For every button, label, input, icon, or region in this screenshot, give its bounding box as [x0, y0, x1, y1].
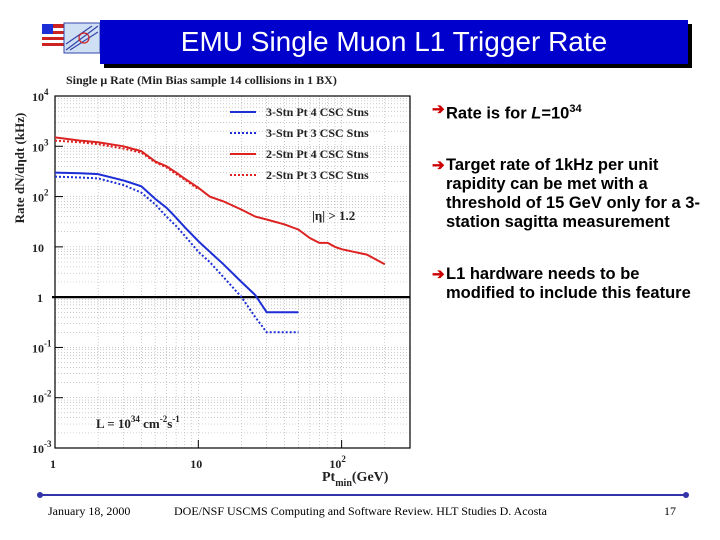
y-tick-exponent: 3	[44, 137, 49, 148]
y-tick-base: 10	[32, 90, 44, 104]
y-tick-base: 10	[32, 240, 44, 255]
lumi-unit-exp1: -2	[159, 414, 168, 424]
footer-center: DOE/NSF USCMS Computing and Software Review. HLT Studies D. Acosta	[174, 504, 547, 518]
x-tick-label	[329, 454, 346, 471]
legend-label-2: 3-Stn Pt 3 CSC Stns	[266, 126, 369, 140]
bullet-lum-symbol: L	[531, 104, 542, 123]
bullet-text: Rate is for	[446, 104, 532, 123]
eta-annotation: |η| > 1.2	[312, 208, 356, 223]
y-tick-base: 1	[37, 291, 43, 306]
rate-chart	[0, 68, 420, 493]
y-tick-label	[32, 439, 52, 456]
chart-legend	[230, 105, 369, 182]
x-tick-base: 1	[50, 457, 56, 471]
chart-title: Single μ Rate (Min Bias sample 14 collisions in 1 BX)	[66, 73, 337, 87]
x-tick-label	[190, 457, 202, 471]
y-tick-exponent: -3	[44, 439, 52, 449]
footer-date: January 18, 2000	[48, 504, 131, 518]
x-label-sub: min	[335, 478, 352, 489]
arrow-icon: ➔	[432, 101, 445, 118]
lumi-exp: 34	[130, 414, 140, 424]
lumi-unit-exp2: -1	[172, 414, 180, 424]
y-axis-label: Rate dN/dηdt (kHz)	[12, 112, 27, 224]
y-tick-exponent: -1	[44, 338, 52, 349]
x-tick-exponent: 2	[341, 454, 346, 464]
y-tick-label	[32, 338, 52, 355]
footer-page-number: 17	[664, 504, 676, 518]
bullet-target-rate	[418, 156, 708, 232]
y-tick-label	[32, 137, 49, 154]
footer-divider	[40, 494, 686, 496]
page-title: EMU Single Muon L1 Trigger Rate	[180, 26, 608, 57]
y-tick-base: 10	[32, 140, 44, 155]
x-axis-label	[322, 470, 389, 489]
legend-label-4: 2-Stn Pt 3 CSC Stns	[266, 168, 369, 182]
bullet-lum-exp: 34	[569, 103, 582, 115]
bullet-luminosity	[418, 100, 708, 124]
legend-label-3: 2-Stn Pt 4 CSC Stns	[266, 147, 369, 161]
y-tick-exponent: 4	[44, 87, 49, 97]
lumi-unit-mid: s	[167, 416, 173, 431]
y-tick-base: 10	[32, 442, 44, 456]
x-tick-base: 10	[190, 457, 203, 471]
y-tick-label	[32, 241, 44, 255]
x-label-main: Pt	[322, 470, 336, 485]
y-tick-label	[37, 291, 43, 305]
title-bar	[100, 20, 688, 64]
y-tick-label	[32, 87, 49, 104]
x-label-unit: (GeV)	[351, 470, 389, 485]
arrow-icon: ➔	[432, 156, 445, 174]
x-tick-label	[50, 457, 56, 471]
arrow-icon: ➔	[432, 265, 445, 283]
y-tick-label	[32, 188, 49, 205]
bullet-text: L1 hardware needs to be modified to include this feature	[446, 264, 691, 302]
lumi-pre: L = 10	[96, 416, 131, 431]
y-tick-base: 10	[32, 391, 44, 406]
bullet-lum-value: =10	[541, 104, 570, 123]
y-tick-label	[32, 389, 52, 406]
y-tick-exponent: -2	[44, 388, 52, 399]
y-tick-base: 10	[32, 190, 44, 205]
y-tick-base: 10	[32, 341, 44, 356]
series-line-1	[55, 173, 299, 313]
bullet-list	[418, 100, 708, 303]
legend-label-1: 3-Stn Pt 4 CSC Stns	[266, 105, 369, 119]
bullet-l1-hardware	[418, 265, 708, 303]
y-tick-exponent: 2	[44, 187, 49, 198]
x-tick-base: 10	[329, 457, 342, 471]
us-cms-logo	[40, 20, 102, 56]
luminosity-annotation	[96, 414, 180, 431]
bullet-text: Target rate of 1kHz per unit rapidity can be met with a threshold of 15 GeV only for a 3-station sagitta measurement	[446, 155, 700, 231]
lumi-unit: cm	[139, 416, 160, 431]
